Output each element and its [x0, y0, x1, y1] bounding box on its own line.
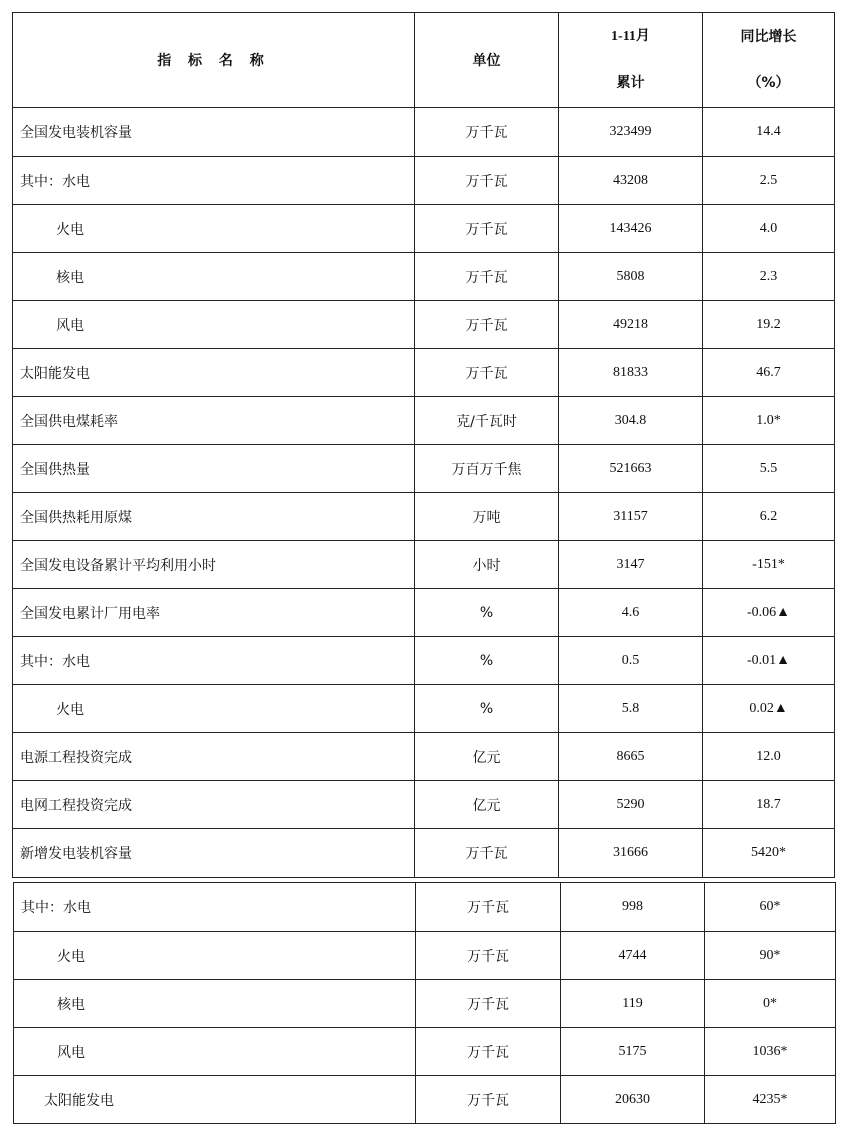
- yoy-growth: 14.4: [703, 108, 835, 157]
- yoy-growth: 19.2: [703, 301, 835, 349]
- table-row: [13, 445, 835, 493]
- table-row: [13, 253, 835, 301]
- indicator-name: 其中：水电: [14, 883, 416, 932]
- unit-cell: %: [415, 685, 559, 733]
- unit-cell: 万千瓦: [416, 883, 561, 932]
- cumulative-value: 20630: [561, 1076, 705, 1124]
- cumulative-value: 81833: [559, 349, 703, 397]
- indicator-name: 电源工程投资完成: [13, 733, 415, 781]
- yoy-growth: 0*: [705, 980, 836, 1028]
- table-row: [13, 541, 835, 589]
- header-indicator-name: 指 标 名 称: [13, 13, 415, 108]
- indicator-name: 风电: [13, 301, 415, 349]
- indicator-name: 新增发电装机容量: [13, 829, 415, 878]
- unit-cell: 万千瓦: [415, 301, 559, 349]
- unit-cell: %: [415, 589, 559, 637]
- yoy-growth: 2.3: [703, 253, 835, 301]
- indicator-name: 太阳能发电: [14, 1076, 416, 1124]
- table-row: [13, 829, 835, 878]
- unit-cell: 万千瓦: [416, 980, 561, 1028]
- cumulative-value: 4.6: [559, 589, 703, 637]
- yoy-growth: -0.01▲: [703, 637, 835, 685]
- indicator-name: 全国发电设备累计平均利用小时: [13, 541, 415, 589]
- yoy-growth: 1.0*: [703, 397, 835, 445]
- cumulative-value: 119: [561, 980, 705, 1028]
- cumulative-value: 143426: [559, 205, 703, 253]
- yoy-growth: 0.02▲: [703, 685, 835, 733]
- unit-cell: %: [415, 637, 559, 685]
- unit-cell: 万吨: [415, 493, 559, 541]
- unit-cell: 万千瓦: [415, 829, 559, 878]
- table-row: [13, 589, 835, 637]
- yoy-growth: 4.0: [703, 205, 835, 253]
- yoy-growth: 4235*: [705, 1076, 836, 1124]
- stats-table-main: [12, 12, 835, 878]
- table-row: [14, 1028, 836, 1076]
- cumulative-value: 5175: [561, 1028, 705, 1076]
- indicator-name: 火电: [14, 932, 416, 980]
- unit-cell: 万千瓦: [415, 349, 559, 397]
- indicator-name: 全国供电煤耗率: [13, 397, 415, 445]
- cumulative-value: 43208: [559, 157, 703, 205]
- table-row: [13, 637, 835, 685]
- table-row: [13, 349, 835, 397]
- table-row: [13, 493, 835, 541]
- stats-table-continued: [13, 882, 836, 1124]
- cumulative-value: 521663: [559, 445, 703, 493]
- unit-cell: 万千瓦: [415, 253, 559, 301]
- indicator-name: 风电: [14, 1028, 416, 1076]
- header-unit: 单位: [415, 13, 559, 108]
- table-row: [13, 157, 835, 205]
- table-row: [14, 980, 836, 1028]
- indicator-name: 全国发电累计厂用电率: [13, 589, 415, 637]
- cumulative-value: 4744: [561, 932, 705, 980]
- header-yoy-unit: （%）: [747, 75, 790, 91]
- cumulative-value: 998: [561, 883, 705, 932]
- table-row: [13, 108, 835, 157]
- cumulative-value: 323499: [559, 108, 703, 157]
- cumulative-value: 31157: [559, 493, 703, 541]
- indicator-name: 全国供热耗用原煤: [13, 493, 415, 541]
- table-body: [13, 108, 835, 878]
- indicator-name: 全国发电装机容量: [13, 108, 415, 157]
- indicator-name: 其中：水电: [13, 637, 415, 685]
- header-yoy: [703, 13, 835, 108]
- yoy-growth: 5420*: [703, 829, 835, 878]
- header-cumulative-label: 累计: [616, 75, 645, 91]
- table-row: [13, 301, 835, 349]
- table-row: [13, 205, 835, 253]
- table-row: [13, 685, 835, 733]
- yoy-growth: 5.5: [703, 445, 835, 493]
- table-row: [13, 781, 835, 829]
- yoy-growth: 90*: [705, 932, 836, 980]
- header-yoy-label: 同比增长: [740, 29, 797, 45]
- yoy-growth: 46.7: [703, 349, 835, 397]
- yoy-growth: 1036*: [705, 1028, 836, 1076]
- indicator-name: 电网工程投资完成: [13, 781, 415, 829]
- table-row: [13, 397, 835, 445]
- cumulative-value: 3147: [559, 541, 703, 589]
- indicator-name: 核电: [14, 980, 416, 1028]
- cumulative-value: 5.8: [559, 685, 703, 733]
- yoy-growth: -0.06▲: [703, 589, 835, 637]
- cumulative-value: 31666: [559, 829, 703, 878]
- unit-cell: 万百万千焦: [415, 445, 559, 493]
- yoy-growth: 6.2: [703, 493, 835, 541]
- unit-cell: 小时: [415, 541, 559, 589]
- unit-cell: 万千瓦: [416, 1076, 561, 1124]
- table-body-continued: [14, 883, 836, 1124]
- yoy-growth: 60*: [705, 883, 836, 932]
- unit-cell: 万千瓦: [416, 932, 561, 980]
- cumulative-value: 8665: [559, 733, 703, 781]
- table-row: [14, 883, 836, 932]
- indicator-name: 太阳能发电: [13, 349, 415, 397]
- unit-cell: 亿元: [415, 781, 559, 829]
- cumulative-value: 5808: [559, 253, 703, 301]
- header-cumulative-period: 1-11月: [611, 29, 650, 44]
- header-cumulative: [559, 13, 703, 108]
- indicator-name: 火电: [13, 685, 415, 733]
- unit-cell: 克/千瓦时: [415, 397, 559, 445]
- table-row: [14, 932, 836, 980]
- unit-cell: 万千瓦: [415, 108, 559, 157]
- yoy-growth: 18.7: [703, 781, 835, 829]
- unit-cell: 亿元: [415, 733, 559, 781]
- unit-cell: 万千瓦: [415, 157, 559, 205]
- table-row: [13, 733, 835, 781]
- unit-cell: 万千瓦: [415, 205, 559, 253]
- cumulative-value: 304.8: [559, 397, 703, 445]
- unit-cell: 万千瓦: [416, 1028, 561, 1076]
- table-row: [14, 1076, 836, 1124]
- indicator-name: 火电: [13, 205, 415, 253]
- yoy-growth: -151*: [703, 541, 835, 589]
- cumulative-value: 5290: [559, 781, 703, 829]
- yoy-growth: 2.5: [703, 157, 835, 205]
- indicator-name: 全国供热量: [13, 445, 415, 493]
- indicator-name: 核电: [13, 253, 415, 301]
- yoy-growth: 12.0: [703, 733, 835, 781]
- cumulative-value: 0.5: [559, 637, 703, 685]
- cumulative-value: 49218: [559, 301, 703, 349]
- header-row: [13, 13, 835, 108]
- indicator-name: 其中：水电: [13, 157, 415, 205]
